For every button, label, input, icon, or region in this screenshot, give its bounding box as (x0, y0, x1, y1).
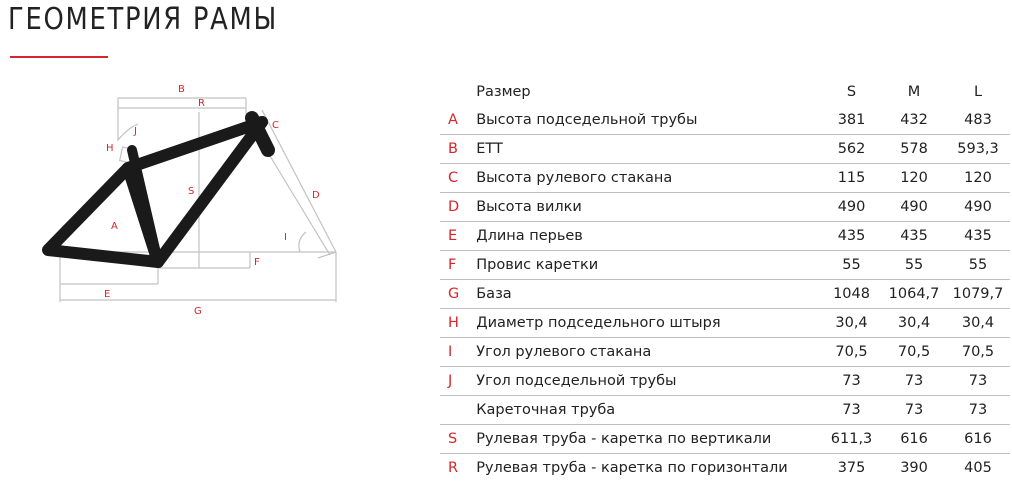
geometry-table (440, 78, 1010, 482)
row-value-l: 490 (946, 193, 1010, 222)
row-value-l: 55 (946, 251, 1010, 280)
row-value-m: 435 (882, 222, 946, 251)
label-f: F (254, 257, 260, 268)
row-letter: C (440, 164, 476, 193)
row-name: Рулевая труба - каретка по вертикали (476, 425, 821, 454)
table-header-row (440, 78, 1010, 106)
header-size-m: M (907, 84, 921, 100)
label-a: A (111, 221, 118, 232)
header-size-l: L (973, 84, 983, 100)
row-name: ETT (476, 135, 821, 164)
row-letter (440, 396, 476, 425)
row-value-m: 578 (882, 135, 946, 164)
row-value-s: 73 (821, 367, 882, 396)
title-underline (10, 56, 108, 58)
row-letter: H (440, 309, 476, 338)
row-value-s: 435 (821, 222, 882, 251)
row-letter: J (440, 367, 476, 396)
label-b: B (178, 84, 185, 95)
label-d: D (312, 190, 320, 201)
row-value-m: 73 (882, 367, 946, 396)
table-row (440, 164, 1010, 193)
row-name: Высота подседельной трубы (476, 106, 821, 135)
row-value-s: 70,5 (821, 338, 882, 367)
header-size: Размер (476, 84, 531, 100)
row-value-l: 435 (946, 222, 1010, 251)
table-row (440, 425, 1010, 454)
row-value-l: 483 (946, 106, 1010, 135)
table-row (440, 193, 1010, 222)
row-letter: B (440, 135, 476, 164)
row-name: Высота вилки (476, 193, 821, 222)
row-name: База (476, 280, 821, 309)
header-letter (440, 78, 476, 106)
row-value-s: 611,3 (821, 425, 882, 454)
row-value-m: 120 (882, 164, 946, 193)
row-value-m: 73 (882, 396, 946, 425)
row-name: Угол рулевого стакана (476, 338, 821, 367)
table-row (440, 135, 1010, 164)
row-value-s: 562 (821, 135, 882, 164)
label-s: S (188, 186, 195, 197)
label-e: E (104, 289, 111, 300)
page-title: ГЕОМЕТРИЯ РАМЫ (8, 2, 278, 37)
label-j: J (134, 126, 137, 137)
row-value-m: 616 (882, 425, 946, 454)
row-letter: S (440, 425, 476, 454)
row-value-m: 70,5 (882, 338, 946, 367)
row-name: Провис каретки (476, 251, 821, 280)
table-row (440, 222, 1010, 251)
row-value-m: 1064,7 (882, 280, 946, 309)
row-value-s: 115 (821, 164, 882, 193)
table-row (440, 338, 1010, 367)
row-value-l: 1079,7 (946, 280, 1010, 309)
row-value-s: 1048 (821, 280, 882, 309)
row-value-l: 593,3 (946, 135, 1010, 164)
row-value-m: 490 (882, 193, 946, 222)
label-r: R (198, 98, 205, 109)
row-value-s: 73 (821, 396, 882, 425)
row-value-l: 405 (964, 460, 992, 476)
row-value-s: 381 (821, 106, 882, 135)
row-letter: D (440, 193, 476, 222)
row-value-m: 30,4 (882, 309, 946, 338)
table-row (440, 454, 1010, 483)
label-c: C (272, 120, 279, 131)
row-value-l: 30,4 (946, 309, 1010, 338)
row-value-s: 490 (821, 193, 882, 222)
row-name: Диаметр подседельного штыря (476, 309, 821, 338)
table-row (440, 106, 1010, 135)
label-g: G (194, 306, 202, 317)
row-name: Высота рулевого стакана (476, 164, 821, 193)
row-value-l: 73 (946, 396, 1010, 425)
row-value-l: 70,5 (946, 338, 1010, 367)
row-value-m: 55 (882, 251, 946, 280)
row-letter: I (440, 338, 476, 367)
row-value-s: 55 (821, 251, 882, 280)
table-row (440, 251, 1010, 280)
label-i: I (284, 232, 287, 243)
table-row (440, 367, 1010, 396)
row-letter: R (448, 460, 459, 476)
row-letter: G (440, 280, 476, 309)
table-body (440, 106, 1010, 482)
row-value-m: 432 (882, 106, 946, 135)
table-row (440, 280, 1010, 309)
table-row (440, 309, 1010, 338)
row-name: Рулевая труба - каретка по горизонтали (476, 460, 788, 476)
table-row (440, 396, 1010, 425)
frame-geometry-diagram (30, 70, 350, 330)
row-value-s: 375 (837, 460, 866, 476)
row-letter: A (440, 106, 476, 135)
header-size-s: S (846, 84, 857, 100)
row-name: Угол подседельной трубы (476, 367, 821, 396)
row-value-l: 73 (946, 367, 1010, 396)
row-name: Длина перьев (476, 222, 821, 251)
bike-frame (48, 118, 268, 262)
row-value-m: 390 (900, 460, 928, 476)
row-letter: E (440, 222, 476, 251)
label-h: H (106, 143, 114, 154)
row-value-l: 616 (946, 425, 1010, 454)
row-letter: F (440, 251, 476, 280)
row-value-s: 30,4 (821, 309, 882, 338)
row-name: Кареточная труба (476, 396, 821, 425)
row-value-l: 120 (946, 164, 1010, 193)
